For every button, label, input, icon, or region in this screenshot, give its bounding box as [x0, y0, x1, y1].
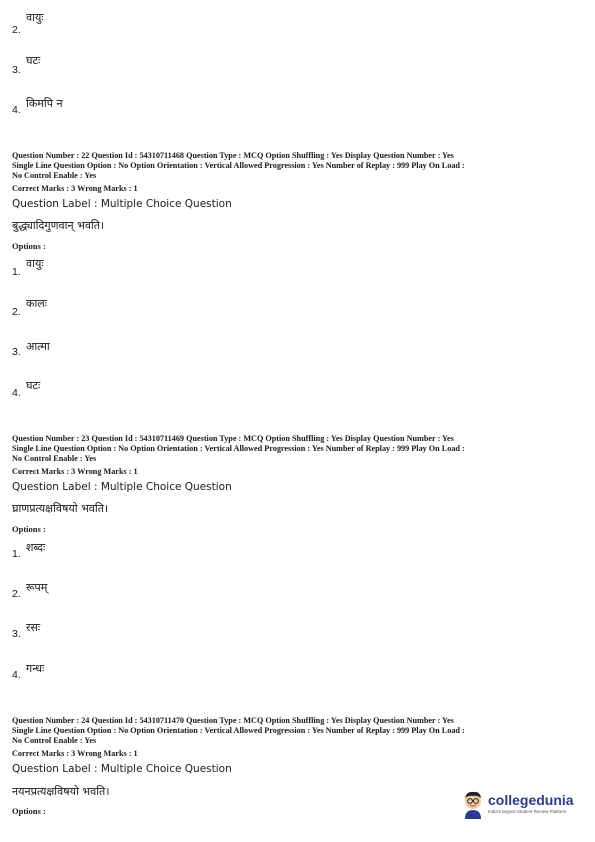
brand-tagline: India's largest Student Review Platform [488, 809, 567, 814]
option-number: 2. [12, 588, 21, 600]
option-text[interactable]: वायुः [26, 257, 44, 270]
option-number: 1. [12, 548, 21, 560]
metadata-line: Single Line Question Option : No Option Orientation : Vertical Allowed Progression : Yes Number of Replay : 999 Play On Load : [12, 161, 465, 170]
option-text[interactable]: कालः [26, 297, 47, 310]
option-number: 2. [12, 306, 21, 318]
question-label: Question Label : Multiple Choice Question [12, 763, 232, 775]
option-text[interactable]: आत्मा [26, 340, 50, 353]
prev-option-number: 3. [12, 64, 21, 76]
question-metadata [12, 151, 587, 181]
marks-info: Correct Marks : 3 Wrong Marks : 1 [12, 749, 138, 758]
prev-option-text: किमपि न [26, 97, 63, 110]
prev-option-number: 2. [12, 24, 21, 36]
option-text[interactable]: शब्दः [26, 541, 46, 554]
option-number: 4. [12, 387, 21, 399]
metadata-line: Single Line Question Option : No Option Orientation : Vertical Allowed Progression : Yes Number of Replay : 999 Play On Load : [12, 726, 465, 735]
mascot-icon [460, 790, 486, 820]
metadata-line: No Control Enable : Yes [12, 171, 97, 180]
metadata-line: No Control Enable : Yes [12, 454, 97, 463]
question-text: बुद्ध्यादिगुणवान् भवति। [12, 219, 105, 232]
marks-info: Correct Marks : 3 Wrong Marks : 1 [12, 184, 138, 193]
metadata-line: Question Number : 22 Question Id : 54310711468 Question Type : MCQ Option Shuffling : Yes Display Question Number : Yes [12, 151, 454, 160]
question-metadata [12, 716, 587, 746]
question-text: नयनप्रत्यक्षविषयो भवति। [12, 785, 110, 798]
metadata-line: Single Line Question Option : No Option Orientation : Vertical Allowed Progression : Yes Number of Replay : 999 Play On Load : [12, 444, 465, 453]
question-label: Question Label : Multiple Choice Question [12, 481, 232, 493]
prev-option-number: 4. [12, 104, 21, 116]
question-text: घ्राणप्रत्यक्षविषयो भवति। [12, 502, 109, 515]
option-number: 4. [12, 669, 21, 681]
question-label: Question Label : Multiple Choice Question [12, 198, 232, 210]
options-heading: Options : [12, 524, 46, 534]
option-text[interactable]: रूपम् [26, 581, 48, 594]
marks-info: Correct Marks : 3 Wrong Marks : 1 [12, 467, 138, 476]
question-metadata [12, 434, 587, 464]
metadata-line: Question Number : 23 Question Id : 54310711469 Question Type : MCQ Option Shuffling : Yes Display Question Number : Yes [12, 434, 454, 443]
collegedunia-logo [460, 790, 590, 820]
options-heading: Options : [12, 806, 46, 816]
prev-option-text: घटः [26, 54, 41, 67]
option-number: 3. [12, 346, 21, 358]
option-text[interactable]: गन्धः [26, 662, 45, 675]
metadata-line: No Control Enable : Yes [12, 736, 97, 745]
option-text[interactable]: घटः [26, 379, 41, 392]
metadata-line: Question Number : 24 Question Id : 54310711470 Question Type : MCQ Option Shuffling : Yes Display Question Number : Yes [12, 716, 454, 725]
brand-name: collegedunia [488, 792, 574, 808]
option-number: 1. [12, 266, 21, 278]
option-number: 3. [12, 628, 21, 640]
options-heading: Options : [12, 241, 46, 251]
prev-option-text: वायुः [26, 11, 44, 24]
option-text[interactable]: रसः [26, 621, 41, 634]
